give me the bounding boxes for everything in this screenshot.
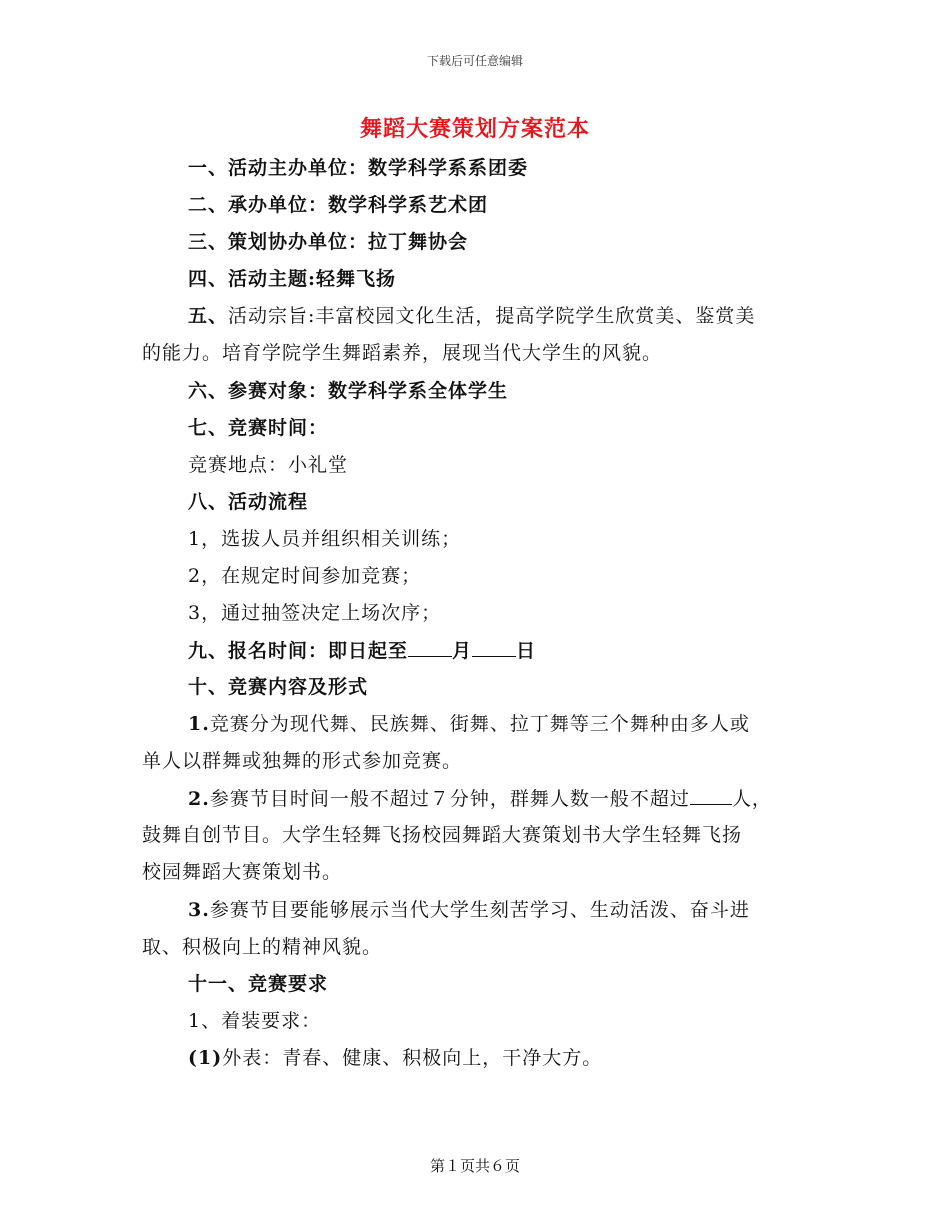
content-item-2 [188, 784, 772, 813]
section-host: 二、承办单位：数学科学系艺术团 [188, 194, 489, 216]
content-item-1-line2: 单人以群舞或独舞的形式参加竞赛。 [142, 750, 463, 772]
content-item-2-line1a: 参赛节目时间一般不超过７分钟，群舞人数一般不超过 [209, 788, 690, 810]
document-title: 舞蹈大赛策划方案范本 [359, 116, 590, 142]
section-purpose-line1: 活动宗旨:丰富校园文化生活，提高学院学生欣赏美、鉴赏美 [228, 305, 756, 327]
content-item-2-line3: 校园舞蹈大赛策划书。 [142, 861, 343, 883]
process-step-3: 3，通过抽签决定上场次序； [188, 602, 442, 624]
requirement-1-1-number: (1) [188, 1047, 223, 1069]
page-header: 下载后可任意编辑 [426, 54, 523, 68]
registration-prefix: 九、报名时间：即日起至 [188, 640, 409, 662]
section-process: 八、活动流程 [188, 491, 309, 513]
people-blank [690, 784, 732, 805]
content-item-2-line1b: 人， [731, 788, 772, 810]
section-content: 十、竞赛内容及形式 [188, 676, 369, 698]
section-purpose-line2: 的能力。培育学院学生舞蹈素养，展现当代大学生的风貌。 [142, 342, 663, 364]
content-item-3-line1: 参赛节目要能够展示当代大学生刻苦学习、生动活泼、奋斗进 [209, 899, 750, 921]
content-item-3-number: 3. [188, 899, 210, 921]
section-registration [188, 636, 536, 665]
day-blank [472, 636, 516, 657]
content-item-3 [188, 896, 750, 924]
registration-month: 月 [452, 640, 473, 662]
section-requirements: 十一、竞赛要求 [188, 973, 329, 995]
month-blank [408, 636, 452, 657]
requirement-1-1-text: 外表：青春、健康、积极向上，干净大方。 [222, 1047, 603, 1069]
section-purpose-heading: 五、 [188, 305, 229, 327]
section-time: 七、竞赛时间： [188, 417, 329, 439]
requirement-1-1 [188, 1044, 602, 1072]
section-theme: 四、活动主题:轻舞飞扬 [188, 268, 397, 290]
process-step-1: 1，选拔人员并组织相关训练； [188, 528, 462, 550]
section-co-organizer: 三、策划协办单位：拉丁舞协会 [188, 231, 469, 253]
section-purpose [188, 302, 755, 330]
content-item-1 [188, 710, 750, 738]
section-participants: 六、参赛对象：数学科学系全体学生 [188, 380, 509, 402]
page-footer: 第１页共６页 [429, 1157, 520, 1175]
content-item-2-line2: 鼓舞自创节目。大学生轻舞飞扬校园舞蹈大赛策划书大学生轻舞飞扬 [142, 824, 743, 846]
content-item-1-number: 1. [188, 713, 210, 735]
content-item-3-line2: 取、积极向上的精神风貌。 [142, 936, 383, 958]
registration-day: 日 [516, 640, 537, 662]
content-item-1-line1: 竞赛分为现代舞、民族舞、街舞、拉丁舞等三个舞种由多人或 [209, 713, 750, 735]
content-item-2-number: 2. [188, 788, 210, 810]
venue-text: 竞赛地点：小礼堂 [188, 454, 349, 476]
requirement-1: 1、着装要求： [188, 1010, 322, 1032]
process-step-2: 2，在规定时间参加竞赛； [188, 565, 422, 587]
section-organizer: 一、活动主办单位：数学科学系系团委 [188, 157, 529, 179]
